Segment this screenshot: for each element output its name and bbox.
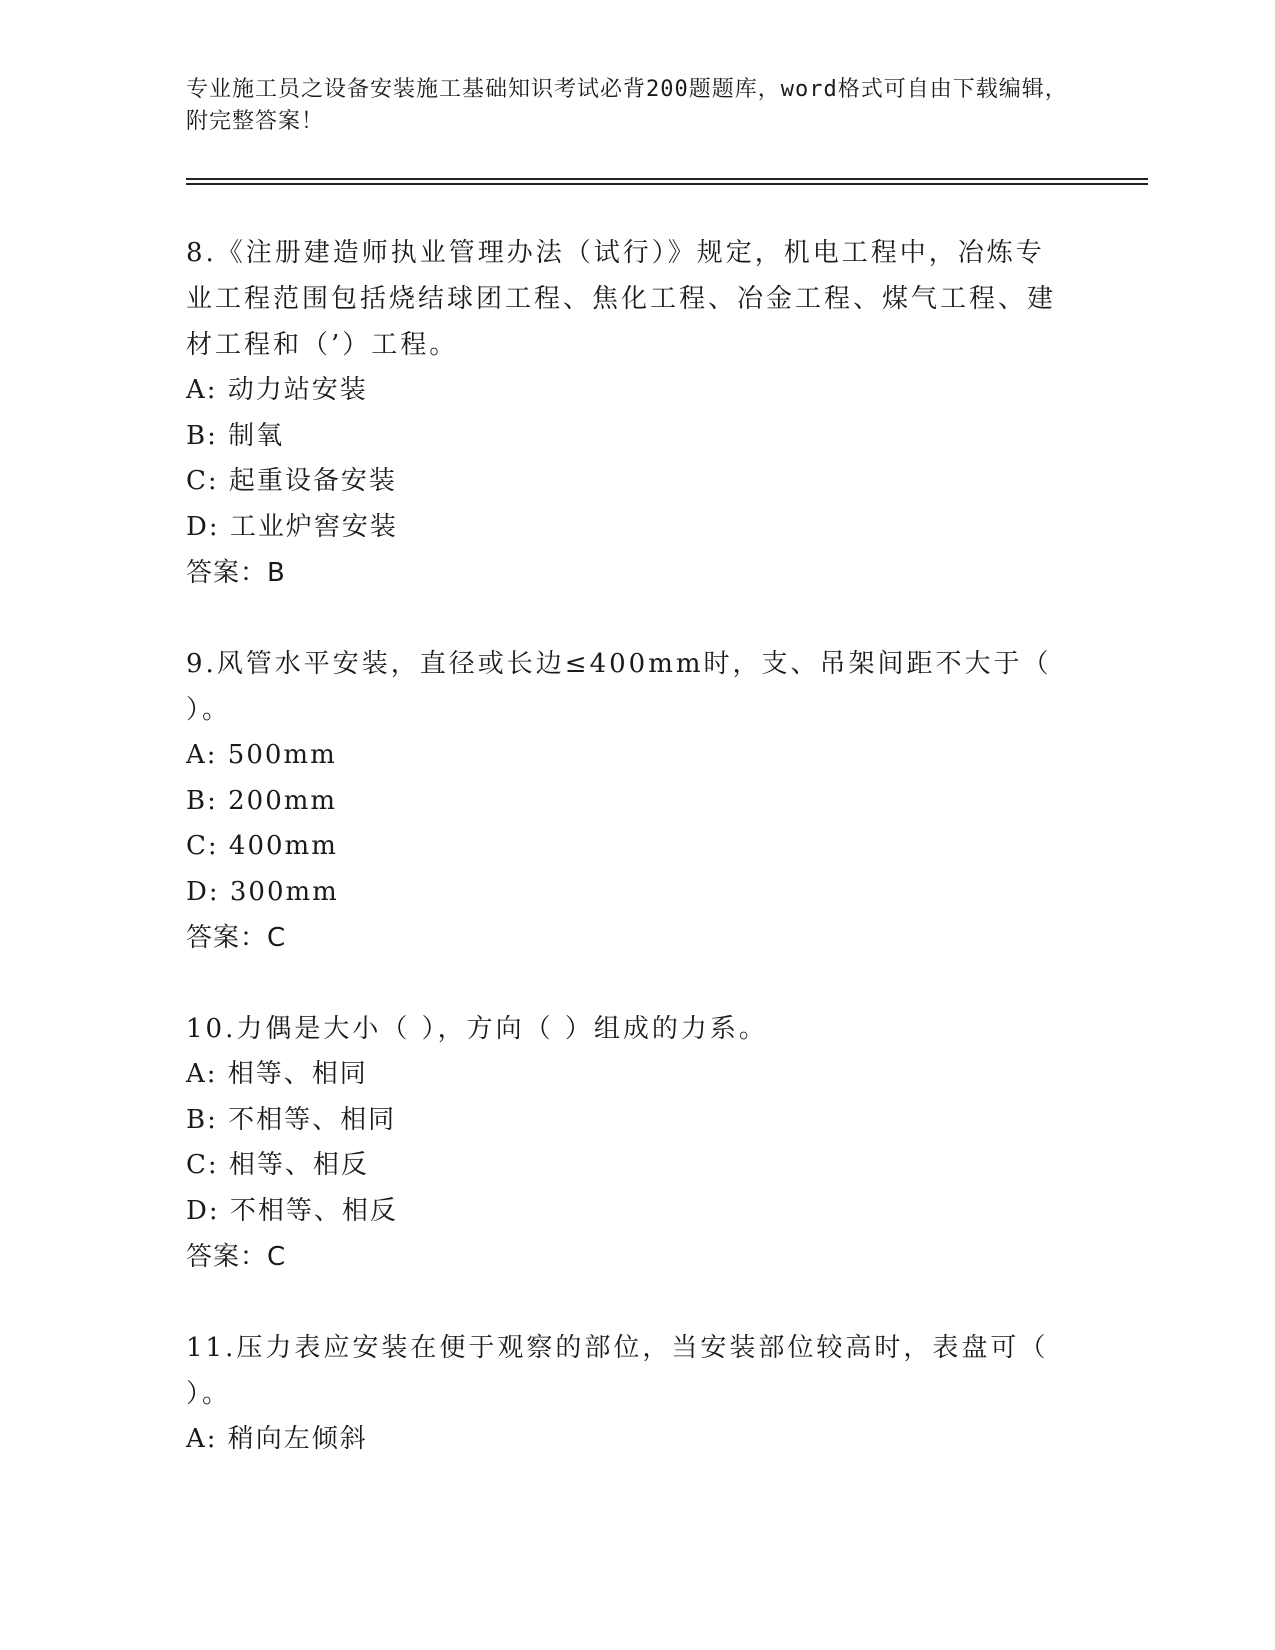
question-stem: 10.力偶是大小（ ），方向（ ）组成的力系。 xyxy=(186,1014,768,1044)
option-d: D: 工业炉窖安装 xyxy=(186,511,398,542)
option-a: A: 相等、相同 xyxy=(186,1059,368,1089)
option-c: C: 400mm xyxy=(186,831,338,861)
question-stem: 11.压力表应安装在便于观察的部位，当安装部位较高时，表盘可（ ）。 xyxy=(186,1333,1049,1409)
option-c: C: 起重设备安装 xyxy=(186,466,397,496)
option-a: A: 500mm xyxy=(186,740,337,770)
answer-line: 答案：C xyxy=(186,923,287,953)
question-9 xyxy=(186,641,1066,961)
option-a: A: 动力站安装 xyxy=(186,375,368,405)
question-list xyxy=(186,230,1066,1463)
question-10 xyxy=(186,1006,1066,1280)
answer-line: 答案：B xyxy=(186,558,286,588)
option-b: B: 不相等、相同 xyxy=(186,1104,397,1135)
option-b: B: 制氧 xyxy=(186,420,285,451)
option-c: C: 相等、相反 xyxy=(186,1150,369,1180)
header-rule-top xyxy=(186,178,1148,180)
question-11 xyxy=(186,1325,1066,1463)
option-d: D: 不相等、相反 xyxy=(186,1195,398,1226)
question-stem: 8.《注册建造师执业管理办法（试行）》规定，机电工程中，冶炼专业工程范围包括烧结球团工程、焦化工程、冶金工程、煤气工程、建材工程和（’）工程。 xyxy=(186,238,1057,360)
option-b: B: 200mm xyxy=(186,785,338,816)
option-d: D: 300mm xyxy=(186,876,339,907)
question-8 xyxy=(186,230,1066,596)
answer-line: 答案：C xyxy=(186,1242,287,1272)
option-a: A: 稍向左倾斜 xyxy=(186,1424,368,1454)
question-stem: 9.风管水平安装，直径或长边≤400mm时，支、吊架间距不大于（ ）。 xyxy=(186,649,1052,725)
document-header: 专业施工员之设备安装施工基础知识考试必背200题题库，word格式可自由下载编辑，附完整答案！ xyxy=(186,77,1068,134)
header-rule-bottom xyxy=(186,183,1148,185)
